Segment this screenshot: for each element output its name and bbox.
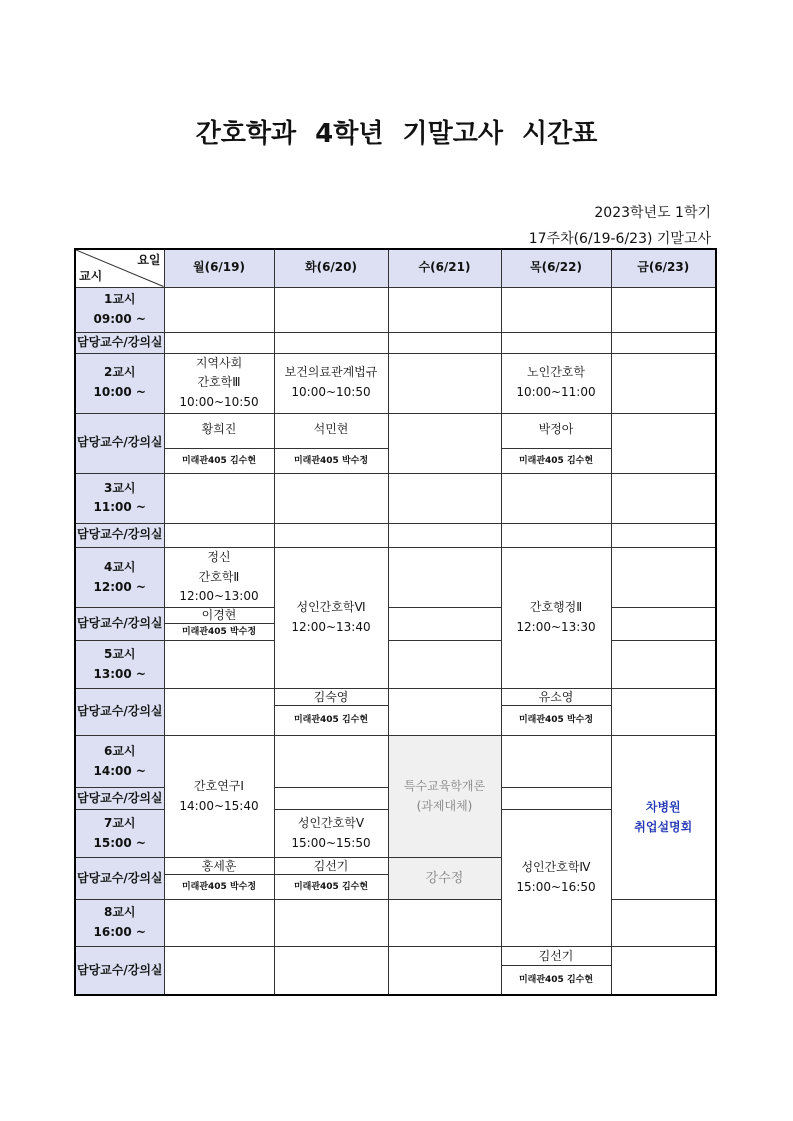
empty-cell xyxy=(611,332,716,353)
room-proctor: 미래관405 김수현 xyxy=(502,965,611,994)
course-name-line2: 간호학Ⅱ xyxy=(198,569,240,584)
empty-cell xyxy=(611,900,716,947)
period-time: 12:00 ~ xyxy=(93,579,146,594)
empty-cell xyxy=(501,788,611,810)
period-time: 15:00 ~ xyxy=(93,835,146,850)
room-proctor: 미래관405 박수정 xyxy=(502,705,611,735)
empty-cell xyxy=(501,523,611,547)
empty-cell xyxy=(388,332,501,353)
instructor-room-label: 담당교수/강의실 xyxy=(75,523,164,547)
empty-cell xyxy=(274,736,388,788)
header-corner xyxy=(75,249,164,287)
staff-tue-p2 xyxy=(274,413,388,473)
professor-name: 유소영 xyxy=(538,690,574,705)
corner-period-label: 교시 xyxy=(79,268,103,283)
empty-cell xyxy=(388,473,501,523)
professor-name: 김숙영 xyxy=(313,690,349,705)
event-fri-job-fair xyxy=(611,736,716,900)
exam-time: 15:00~15:50 xyxy=(291,835,371,850)
exam-time: 12:00~13:00 xyxy=(179,589,259,604)
period-name: 4교시 xyxy=(103,559,136,574)
staff-mon-p4 xyxy=(164,608,274,641)
exam-time: 14:00~15:40 xyxy=(179,798,259,813)
course-name: 성인간호학Ⅳ xyxy=(521,860,591,875)
period-name: 3교시 xyxy=(103,480,136,495)
period-2 xyxy=(75,353,164,413)
empty-cell xyxy=(274,523,388,547)
empty-cell xyxy=(611,473,716,523)
room-proctor: 미래관405 김수현 xyxy=(275,874,388,899)
empty-cell xyxy=(164,689,274,736)
empty-cell xyxy=(388,523,501,547)
empty-cell xyxy=(274,332,388,353)
empty-cell xyxy=(388,287,501,332)
professor-name: 황희진 xyxy=(201,421,237,436)
empty-cell xyxy=(164,287,274,332)
empty-cell xyxy=(611,523,716,547)
course-name: 노인간호학 xyxy=(527,365,585,380)
empty-cell xyxy=(611,353,716,413)
room-proctor: 미래관405 박수정 xyxy=(165,623,274,640)
exam-thu-p4 xyxy=(501,547,611,688)
day-header-wed: 수(6/21) xyxy=(388,249,501,287)
day-header-tue: 화(6/20) xyxy=(274,249,388,287)
staff-thu-p4 xyxy=(501,689,611,736)
empty-cell xyxy=(388,547,501,607)
room-proctor: 미래관405 박수정 xyxy=(275,448,388,473)
empty-cell xyxy=(388,608,501,641)
course-name: 성인간호학Ⅵ xyxy=(296,600,366,615)
day-header-mon: 월(6/19) xyxy=(164,249,274,287)
exam-tue-p4 xyxy=(274,547,388,688)
day-header-fri: 금(6/23) xyxy=(611,249,716,287)
empty-cell xyxy=(164,523,274,547)
room-proctor: 미래관405 김수현 xyxy=(502,448,611,473)
period-name: 7교시 xyxy=(103,815,136,830)
empty-cell xyxy=(388,689,501,736)
empty-cell xyxy=(388,641,501,689)
period-name: 8교시 xyxy=(103,905,136,920)
empty-cell xyxy=(274,900,388,947)
corner-day-label: 요일 xyxy=(137,253,161,267)
period-name: 6교시 xyxy=(103,743,136,758)
empty-cell xyxy=(274,473,388,523)
empty-cell xyxy=(164,641,274,689)
period-time: 09:00 ~ xyxy=(93,311,146,326)
exam-time: 10:00~10:50 xyxy=(291,385,371,400)
instructor-room-label: 담당교수/강의실 xyxy=(75,947,164,996)
instructor-room-label: 담당교수/강의실 xyxy=(75,332,164,353)
staff-mon-p6 xyxy=(164,858,274,900)
exam-mon-p6 xyxy=(164,736,274,858)
professor-name: 김선기 xyxy=(538,949,574,964)
empty-cell xyxy=(611,413,716,473)
professor-name: 석민현 xyxy=(313,421,349,436)
exam-time: 10:00~10:50 xyxy=(179,395,259,410)
exam-mon-p2 xyxy=(164,353,274,413)
period-time: 11:00 ~ xyxy=(93,500,146,515)
empty-cell xyxy=(274,287,388,332)
empty-cell xyxy=(164,473,274,523)
exam-timetable xyxy=(74,248,717,996)
empty-cell xyxy=(501,287,611,332)
period-time: 10:00 ~ xyxy=(93,385,146,400)
period-7 xyxy=(75,810,164,858)
period-time: 16:00 ~ xyxy=(93,925,146,940)
exam-thu-p7 xyxy=(501,810,611,947)
empty-cell xyxy=(164,900,274,947)
period-name: 2교시 xyxy=(103,365,136,380)
room-proctor: 미래관405 김수현 xyxy=(165,448,274,473)
exam-thu-p2 xyxy=(501,353,611,413)
course-name: 보건의료관계법규 xyxy=(284,365,378,380)
empty-cell xyxy=(388,413,501,473)
period-6 xyxy=(75,736,164,788)
day-header-thu: 목(6/22) xyxy=(501,249,611,287)
period-5 xyxy=(75,641,164,689)
staff-wed-p6: 강수정 xyxy=(388,858,501,900)
exam-time: 10:00~11:00 xyxy=(516,385,596,400)
empty-cell xyxy=(164,332,274,353)
period-1 xyxy=(75,287,164,332)
period-time: 14:00 ~ xyxy=(93,763,146,778)
instructor-room-label: 담당교수/강의실 xyxy=(75,858,164,900)
semester-label: 2023학년도 1학기 xyxy=(594,205,711,221)
period-name: 5교시 xyxy=(103,646,136,661)
course-name-line1: 정신 xyxy=(207,549,231,564)
exam-tue-p7 xyxy=(274,810,388,858)
event-name-line1: 차병원 xyxy=(645,799,681,814)
course-name: 간호행정Ⅱ xyxy=(529,600,583,615)
period-name: 1교시 xyxy=(103,291,136,306)
empty-cell xyxy=(501,736,611,788)
staff-tue-p4 xyxy=(274,689,388,736)
professor-name: 이경현 xyxy=(201,608,237,623)
instructor-room-label: 담당교수/강의실 xyxy=(75,413,164,473)
assignment-note: (과제대체) xyxy=(416,798,473,813)
exam-time: 12:00~13:30 xyxy=(516,620,596,635)
empty-cell xyxy=(274,947,388,996)
empty-cell xyxy=(611,947,716,996)
instructor-room-label: 담당교수/강의실 xyxy=(75,788,164,810)
exam-tue-p2 xyxy=(274,353,388,413)
exam-mon-p4 xyxy=(164,547,274,607)
staff-thu-p7 xyxy=(501,947,611,996)
empty-cell xyxy=(388,900,501,947)
exam-week-label: 17주차(6/19-6/23) 기말고사 xyxy=(528,231,711,247)
empty-cell xyxy=(611,641,716,689)
page-title: 간호학과 4학년 기말고사 시간표 xyxy=(195,119,598,149)
room-proctor: 미래관405 박수정 xyxy=(165,874,274,899)
empty-cell xyxy=(611,608,716,641)
event-name-line2: 취업설명회 xyxy=(634,819,693,834)
period-3 xyxy=(75,473,164,523)
professor-name: 홍세훈 xyxy=(201,859,237,874)
instructor-room-label: 담당교수/강의실 xyxy=(75,689,164,736)
exam-time: 15:00~16:50 xyxy=(516,880,596,895)
course-name-line2: 간호학Ⅲ xyxy=(197,375,241,390)
empty-cell xyxy=(611,689,716,736)
empty-cell xyxy=(388,353,501,413)
empty-cell xyxy=(611,547,716,607)
course-name-line1: 지역사회 xyxy=(195,355,243,370)
period-8 xyxy=(75,900,164,947)
empty-cell xyxy=(274,788,388,810)
professor-name: 박정아 xyxy=(538,421,574,436)
exam-time: 12:00~13:40 xyxy=(291,620,371,635)
room-proctor: 미래관405 김수현 xyxy=(275,705,388,735)
empty-cell xyxy=(388,947,501,996)
empty-cell xyxy=(164,947,274,996)
empty-cell xyxy=(611,287,716,332)
staff-tue-p7 xyxy=(274,858,388,900)
course-name: 성인간호학Ⅴ xyxy=(297,815,365,830)
staff-thu-p2 xyxy=(501,413,611,473)
staff-mon-p2 xyxy=(164,413,274,473)
course-name: 간호연구Ⅰ xyxy=(194,778,244,793)
course-name: 특수교육학개론 xyxy=(403,778,486,793)
instructor-room-label: 담당교수/강의실 xyxy=(75,608,164,641)
empty-cell xyxy=(501,332,611,353)
period-time: 13:00 ~ xyxy=(93,666,146,681)
empty-cell xyxy=(501,473,611,523)
exam-wed-p6 xyxy=(388,736,501,858)
period-4 xyxy=(75,547,164,607)
professor-name: 김선기 xyxy=(313,859,349,874)
